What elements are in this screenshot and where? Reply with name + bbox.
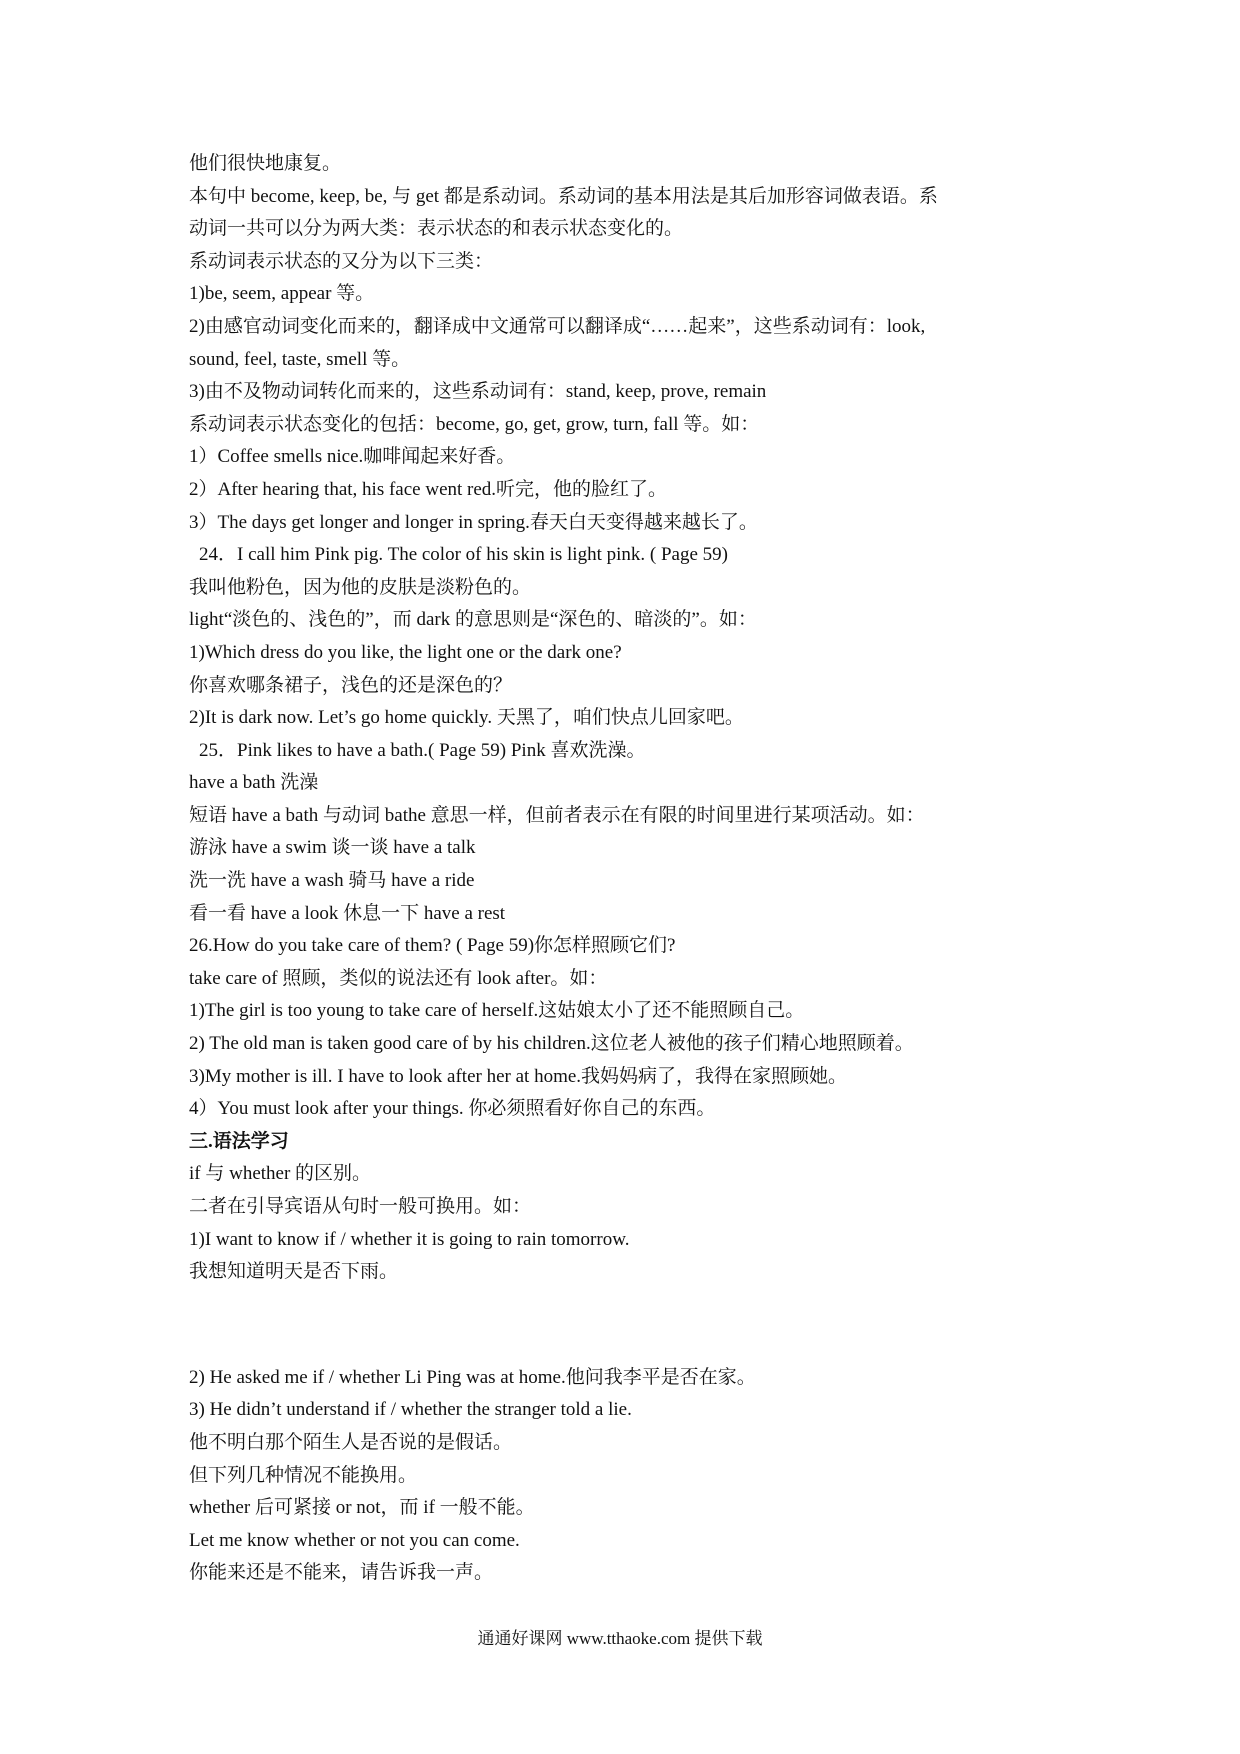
text-line: 动词一共可以分为两大类：表示状态的和表示状态变化的。 [189,218,684,240]
text-line: have a bath 洗澡 [189,772,319,794]
text-block-b [189,1158,1069,1288]
text-line: 我想知道明天是否下雨。 [189,1261,399,1283]
text-line: 本句中 become, keep, be, 与 get 都是系动词。系动词的基本用法是其后加形容词做表语。系 [189,185,938,207]
blank-gap [189,1289,1069,1362]
text-line: 看一看 have a look 休息一下 have a rest [189,902,506,924]
text-line: 游泳 have a swim 谈一谈 have a talk [189,837,476,859]
text-line: sound, feel, taste, smell 等。 [189,348,411,370]
text-line: 1)The girl is too young to take care of herself.这姑娘太小了还不能照顾自己。 [189,1000,805,1022]
text-line: 2)由感官动词变化而来的，翻译成中文通常可以翻译成“……起来”，这些系动词有：look, [189,315,926,337]
text-line: 2) He asked me if / whether Li Ping was at home.他问我李平是否在家。 [189,1366,756,1388]
text-line: 二者在引导宾语从句时一般可换用。如： [189,1196,532,1217]
text-line: 但下列几种情况不能换用。 [189,1464,418,1486]
text-line: light“淡色的、浅色的”，而 dark 的意思则是“深色的、暗淡的”。如： [189,609,757,631]
text-line: 他们很快地康复。 [189,153,342,174]
item-heading-25: 25．Pink likes to have a bath.( Page 59) Pink 喜欢洗澡。 [199,739,646,761]
item-heading-24: 24．I call him Pink pig. The color of his skin is light pink. ( Page 59) [199,544,728,566]
page-footer: 通通好课网 www.tthaoke.com 提供下载 [477,1629,763,1648]
text-block-c [189,1362,1069,1590]
text-line: 我叫他粉色，因为他的皮肤是淡粉色的。 [189,576,532,598]
text-line: Let me know whether or not you can come. [189,1529,520,1551]
text-line: 系动词表示状态的又分为以下三类： [189,250,494,272]
text-line: 3)由不及物动词转化而来的，这些系动词有：stand, keep, prove, remain [189,381,767,403]
text-line: 洗一洗 have a wash 骑马 have a ride [189,870,475,892]
text-line: 1)I want to know if / whether it is going to rain tomorrow. [189,1228,630,1250]
text-line: 4）You must look after your things. 你必须照看好你自己的东西。 [189,1098,716,1120]
document-body [189,148,1069,1590]
text-line: 3）The days get longer and longer in spring.春天白天变得越来越长了。 [189,511,758,533]
text-line: take care of 照顾，类似的说法还有 look after。如： [189,967,608,989]
text-line: 3)My mother is ill. I have to look after her at home.我妈妈病了，我得在家照顾她。 [189,1065,848,1087]
text-line: whether 后可紧接 or not，而 if 一般不能。 [189,1497,535,1519]
text-line: 2) The old man is taken good care of by his children.这位老人被他的孩子们精心地照顾着。 [189,1033,914,1055]
text-line: 他不明白那个陌生人是否说的是假话。 [189,1431,513,1453]
item-heading-26: 26.How do you take care of them? ( Page 59)你怎样照顾它们? [189,935,676,957]
text-line: 短语 have a bath 与动词 bathe 意思一样，但前者表示在有限的时间里进行某项活动。如： [189,804,925,826]
text-line: 你能来还是不能来，请告诉我一声。 [189,1562,494,1584]
section-heading: 三.语法学习 [189,1130,289,1152]
text-block-a [189,148,1069,1126]
text-line: 2)It is dark now. Let’s go home quickly. 天黑了，咱们快点儿回家吧。 [189,707,744,729]
text-line: 1)Which dress do you like, the light one or the dark one? [189,641,622,663]
text-line: 3) He didn’t understand if / whether the stranger told a lie. [189,1399,632,1421]
text-line: 1）Coffee smells nice.咖啡闻起来好香。 [189,446,516,468]
text-line: 2）After hearing that, his face went red.听完，他的脸红了。 [189,478,668,500]
text-line: 1)be, seem, appear 等。 [189,283,375,305]
text-line: 系动词表示状态变化的包括：become, go, get, grow, turn, fall 等。如： [189,413,760,435]
text-line: 你喜欢哪条裙子，浅色的还是深色的？ [189,674,513,696]
text-line: if 与 whether 的区别。 [189,1163,372,1185]
